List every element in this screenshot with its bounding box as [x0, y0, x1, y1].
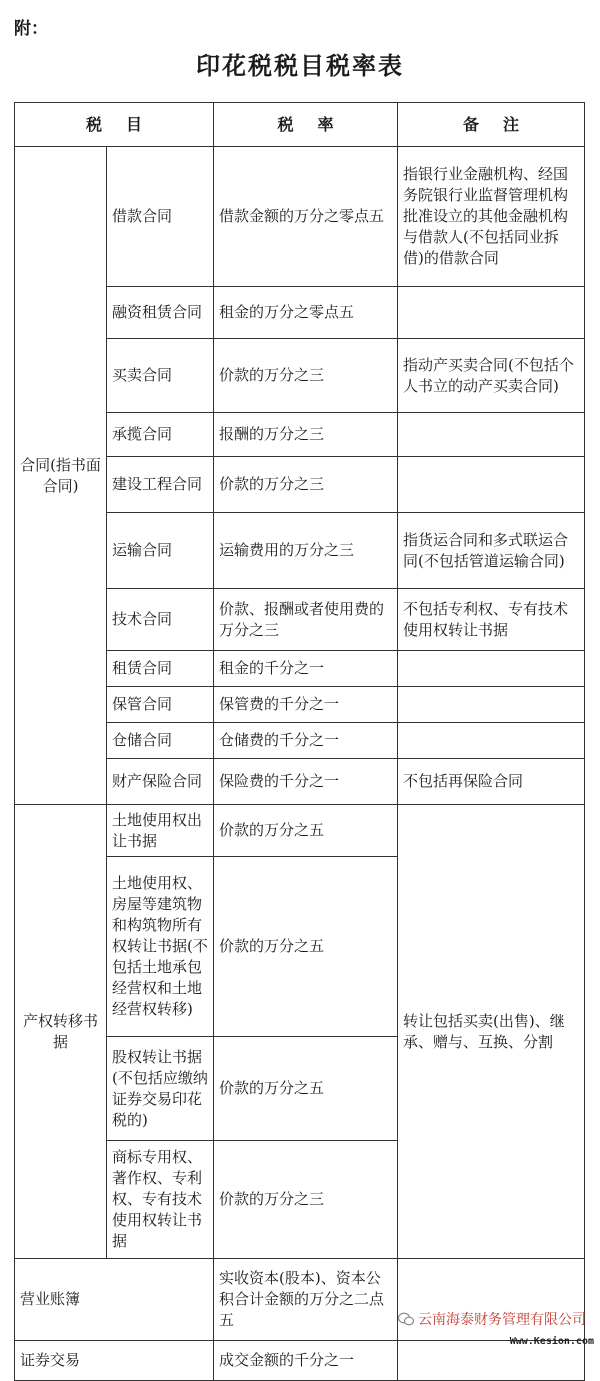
- row-item: 股权转让书据(不包括应缴纳证券交易印花税的): [107, 1037, 214, 1141]
- row-item: 财产保险合同: [107, 759, 214, 805]
- row-note: 不包括再保险合同: [398, 759, 585, 805]
- row-note: [398, 287, 585, 339]
- row-item: 技术合同: [107, 589, 214, 651]
- table-row: [15, 1341, 585, 1381]
- row-item: 运输合同: [107, 513, 214, 589]
- row-rate: 价款的万分之三: [214, 1141, 398, 1259]
- row-note: 指动产买卖合同(不包括个人书立的动产买卖合同): [398, 339, 585, 413]
- row-item: 租赁合同: [107, 651, 214, 687]
- row-note: [398, 651, 585, 687]
- table-row: [15, 147, 585, 287]
- tax-rate-table: [14, 102, 585, 1381]
- watermark-text: 云南海泰财务管理有限公司: [418, 1312, 586, 1328]
- row-item: 建设工程合同: [107, 457, 214, 513]
- group-securities: 证券交易: [15, 1341, 214, 1381]
- table-header-row: [15, 103, 585, 147]
- header-rate: 税率: [214, 103, 398, 147]
- row-rate: 租金的千分之一: [214, 651, 398, 687]
- row-rate: 借款金额的万分之零点五: [214, 147, 398, 287]
- row-rate: 实收资本(股本)、资本公积合计金额的万分之二点五: [214, 1259, 398, 1341]
- row-item: 买卖合同: [107, 339, 214, 413]
- row-rate: 价款的万分之五: [214, 857, 398, 1037]
- row-item: 融资租赁合同: [107, 287, 214, 339]
- row-note: 指银行业金融机构、经国务院银行业监督管理机构批准设立的其他金融机构与借款人(不包括同业拆借)的借款合同: [398, 147, 585, 287]
- row-rate: 保险费的千分之一: [214, 759, 398, 805]
- group-property: 产权转移书据: [15, 805, 107, 1259]
- row-rate: 租金的万分之零点五: [214, 287, 398, 339]
- row-item: 仓储合同: [107, 723, 214, 759]
- row-item: 保管合同: [107, 687, 214, 723]
- table-row: [15, 805, 585, 857]
- row-rate: 仓储费的千分之一: [214, 723, 398, 759]
- group-contracts: 合同(指书面合同): [15, 147, 107, 805]
- attachment-label: 附：: [14, 19, 48, 39]
- row-rate: 价款的万分之三: [214, 457, 398, 513]
- row-rate: 保管费的千分之一: [214, 687, 398, 723]
- header-note: 备注: [398, 103, 585, 147]
- row-item: 商标专用权、著作权、专利权、专有技术使用权转让书据: [107, 1141, 214, 1259]
- row-note: [398, 413, 585, 457]
- row-item: 土地使用权出让书据: [107, 805, 214, 857]
- row-rate: 报酬的万分之三: [214, 413, 398, 457]
- row-rate: 价款的万分之五: [214, 1037, 398, 1141]
- row-item: 土地使用权、房屋等建筑物和构筑物所有权转让书据(不包括土地承包经营权和土地经营权转移): [107, 857, 214, 1037]
- row-note: [398, 723, 585, 759]
- row-note: [398, 457, 585, 513]
- row-note: 不包括专利权、专有技术使用权转让书据: [398, 589, 585, 651]
- document-title: 印花税税目税率表: [196, 51, 404, 80]
- row-rate: 价款的万分之五: [214, 805, 398, 857]
- row-rate: 价款的万分之三: [214, 339, 398, 413]
- row-item: 借款合同: [107, 147, 214, 287]
- header-item: 税目: [15, 103, 214, 147]
- group-ledger: 营业账簿: [15, 1259, 214, 1341]
- row-item: 承揽合同: [107, 413, 214, 457]
- row-rate: 运输费用的万分之三: [214, 513, 398, 589]
- watermark: [398, 1309, 586, 1329]
- wechat-icon: [398, 1312, 414, 1326]
- row-rate: 成交金额的千分之一: [214, 1341, 398, 1381]
- row-note: 转让包括买卖(出售)、继承、赠与、互换、分割: [398, 805, 585, 1259]
- site-watermark: Www.Kesion.com: [509, 1336, 594, 1347]
- row-rate: 价款、报酬或者使用费的万分之三: [214, 589, 398, 651]
- row-note: 指货运合同和多式联运合同(不包括管道运输合同): [398, 513, 585, 589]
- row-note: [398, 687, 585, 723]
